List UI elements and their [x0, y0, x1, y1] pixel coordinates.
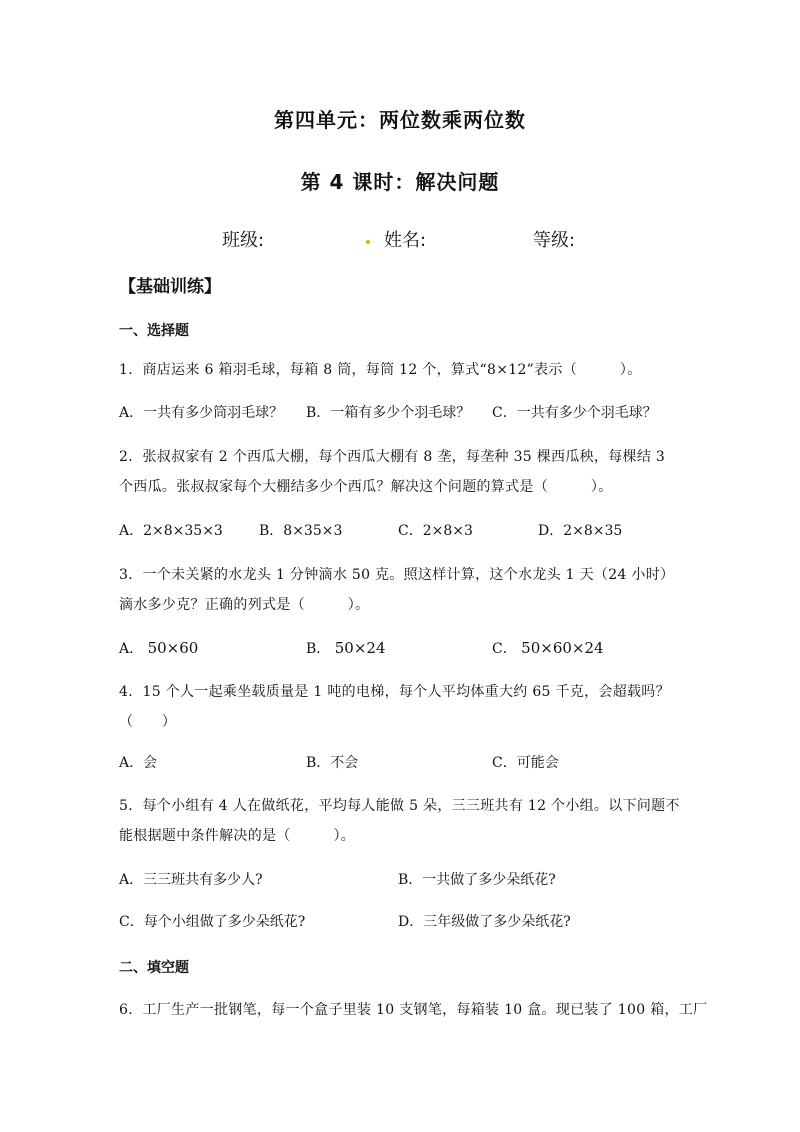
q3-option-b-letter: B． — [306, 641, 331, 657]
q2-option-c: C．2×8×3 — [398, 523, 473, 539]
q3-option-b — [306, 637, 386, 660]
q5-option-b: B．一共做了多少朵纸花? — [398, 872, 556, 888]
q5-option-a: A．三三班共有多少人? — [119, 872, 263, 888]
q1-option-a: A．一共有多少筒羽毛球？ — [119, 405, 284, 421]
q5-option-c: C．每个小组做了多少朵纸花? — [119, 914, 306, 930]
question-2: 2．张叔叔家有 2 个西瓜大棚，每个西瓜大棚有 8 垄，每垄种 35 棵西瓜秧，每棵结 3 个西瓜。张叔叔家每个大棚结多少个西瓜？解决这个问题的算式是（ ）。 — [119, 449, 666, 495]
question-6: 6．工厂生产一批钢笔，每一个盒子里装 10 支钢笔，每箱装 10 盒。现已装了 100 箱，工厂 — [119, 1002, 708, 1018]
q3-option-a — [119, 637, 198, 660]
choice-section-heading: 一、选择题 — [119, 323, 189, 339]
question-4: 4．15 个人一起乘坐载质量是 1 吨的电梯，每个人平均体重大约 65 千克，会超载吗？（ ） — [119, 684, 670, 730]
q4-option-b: B．不会 — [306, 755, 359, 771]
q2-option-a: A．2×8×35×3 — [119, 523, 223, 539]
q3-option-a-expr: 50×60 — [147, 639, 199, 657]
class-label: 班级: — [222, 230, 265, 251]
q5-option-d: D．三年级做了多少朵纸花? — [398, 914, 571, 930]
lesson-title: 第 4 课时：解决问题 — [300, 170, 500, 194]
question-3: 3．一个未关紧的水龙头 1 分钟滴水 50 克。照这样计算，这个水龙头 1 天（24 小时）滴水多少克？正确的列式是（ ）。 — [119, 567, 675, 613]
q1-option-c: C．一共有多少个羽毛球？ — [492, 405, 657, 421]
q2-option-d: D．2×8×35 — [538, 523, 623, 539]
q3-option-c-expr: 50×60×24 — [521, 639, 604, 657]
q3-option-b-expr: 50×24 — [334, 639, 386, 657]
question-5: 5．每个小组有 4 人在做纸花，平均每人能做 5 朵，三三班共有 12 个小组。以下问题不能根据题中条件解决的是（ ）。 — [119, 798, 680, 844]
q1-option-b: B．一箱有多少个羽毛球？ — [306, 405, 471, 421]
marker-dot — [366, 240, 370, 244]
grade-label: 等级: — [533, 230, 576, 251]
unit-title: 第四单元：两位数乘两位数 — [274, 108, 526, 132]
basic-training-heading: 【基础训练】 — [119, 277, 221, 297]
q4-option-a: A．会 — [119, 755, 158, 771]
q2-option-b: B．8×35×3 — [259, 523, 343, 539]
name-label: 姓名: — [384, 230, 427, 251]
q4-option-c: C．可能会 — [492, 755, 559, 771]
q3-option-a-letter: A． — [119, 641, 144, 657]
q3-option-c — [492, 637, 604, 660]
q3-option-c-letter: C． — [492, 641, 517, 657]
question-1: 1．商店运来 6 箱羽毛球，每箱 8 筒，每筒 12 个，算式“8×12”表示（ ）。 — [119, 362, 642, 378]
fill-section-heading: 二、填空题 — [119, 960, 189, 976]
